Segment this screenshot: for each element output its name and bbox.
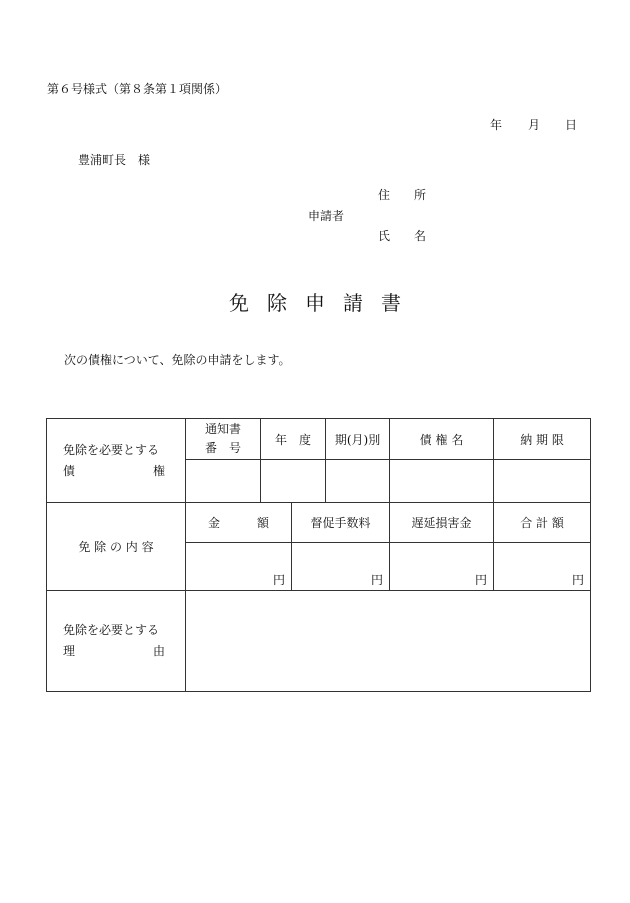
name-label-char-1: 氏 bbox=[378, 229, 391, 243]
fiscal-year-cell[interactable] bbox=[261, 460, 326, 503]
exemption-content-header: 免 除 の 内 容 bbox=[47, 503, 186, 591]
address-label-char-2: 所 bbox=[414, 188, 427, 202]
term-header: 期(月)別 bbox=[326, 419, 390, 460]
reason-header-line2 bbox=[63, 641, 165, 662]
term-cell[interactable] bbox=[326, 460, 390, 503]
yen-unit: 円 bbox=[272, 573, 285, 587]
claim-row-header bbox=[47, 419, 186, 503]
amount-header-left: 金 bbox=[208, 516, 221, 530]
yen-unit: 円 bbox=[475, 573, 488, 587]
total-amount-cell[interactable] bbox=[494, 543, 591, 591]
name-label-char-2: 名 bbox=[414, 229, 427, 243]
reason-header-right: 由 bbox=[152, 644, 165, 658]
claim-header-right: 権 bbox=[152, 463, 165, 478]
exemption-form-table bbox=[46, 418, 591, 692]
notice-number-header bbox=[186, 419, 261, 460]
addressee: 豊浦町長 様 bbox=[78, 153, 151, 167]
fiscal-year-header: 年 度 bbox=[261, 419, 326, 460]
notice-number-line2: 番 号 bbox=[204, 441, 241, 455]
total-amount-header: 合 計 額 bbox=[494, 503, 591, 543]
claim-name-header: 債 権 名 bbox=[390, 419, 494, 460]
date-month-label: 月 bbox=[528, 118, 541, 132]
yen-unit: 円 bbox=[371, 573, 384, 587]
date-day-label: 日 bbox=[565, 118, 578, 132]
form-number: 第６号様式（第８条第１項関係） bbox=[47, 82, 228, 96]
claim-name-cell[interactable] bbox=[390, 460, 494, 503]
reason-header-line1: 免除を必要とする bbox=[63, 623, 160, 637]
late-charge-cell[interactable] bbox=[390, 543, 494, 591]
late-charge-header: 遅延損害金 bbox=[390, 503, 494, 543]
amount-cell[interactable] bbox=[186, 543, 292, 591]
claim-header-line1: 免除を必要とする bbox=[63, 442, 160, 457]
due-date-cell[interactable] bbox=[494, 460, 591, 503]
applicant-label: 申請者 bbox=[308, 209, 345, 223]
yen-unit: 円 bbox=[572, 573, 585, 587]
reason-header-left: 理 bbox=[63, 644, 76, 658]
address-label-char-1: 住 bbox=[378, 188, 391, 202]
notice-number-cell[interactable] bbox=[186, 460, 261, 503]
reason-row-header bbox=[47, 591, 186, 692]
reason-cell[interactable] bbox=[186, 591, 591, 692]
request-statement: 次の債権について、免除の申請をします。 bbox=[64, 353, 291, 367]
dunning-fee-header: 督促手数料 bbox=[292, 503, 390, 543]
date-year-label: 年 bbox=[490, 118, 503, 132]
claim-header-line2 bbox=[63, 461, 165, 482]
document-title: 免除申請書 bbox=[229, 291, 419, 315]
dunning-fee-cell[interactable] bbox=[292, 543, 390, 591]
notice-number-line1: 通知書 bbox=[204, 422, 241, 436]
amount-header-right: 額 bbox=[256, 516, 269, 530]
due-date-header: 納 期 限 bbox=[494, 419, 591, 460]
claim-header-left: 債 bbox=[63, 463, 76, 478]
amount-header bbox=[186, 503, 292, 543]
